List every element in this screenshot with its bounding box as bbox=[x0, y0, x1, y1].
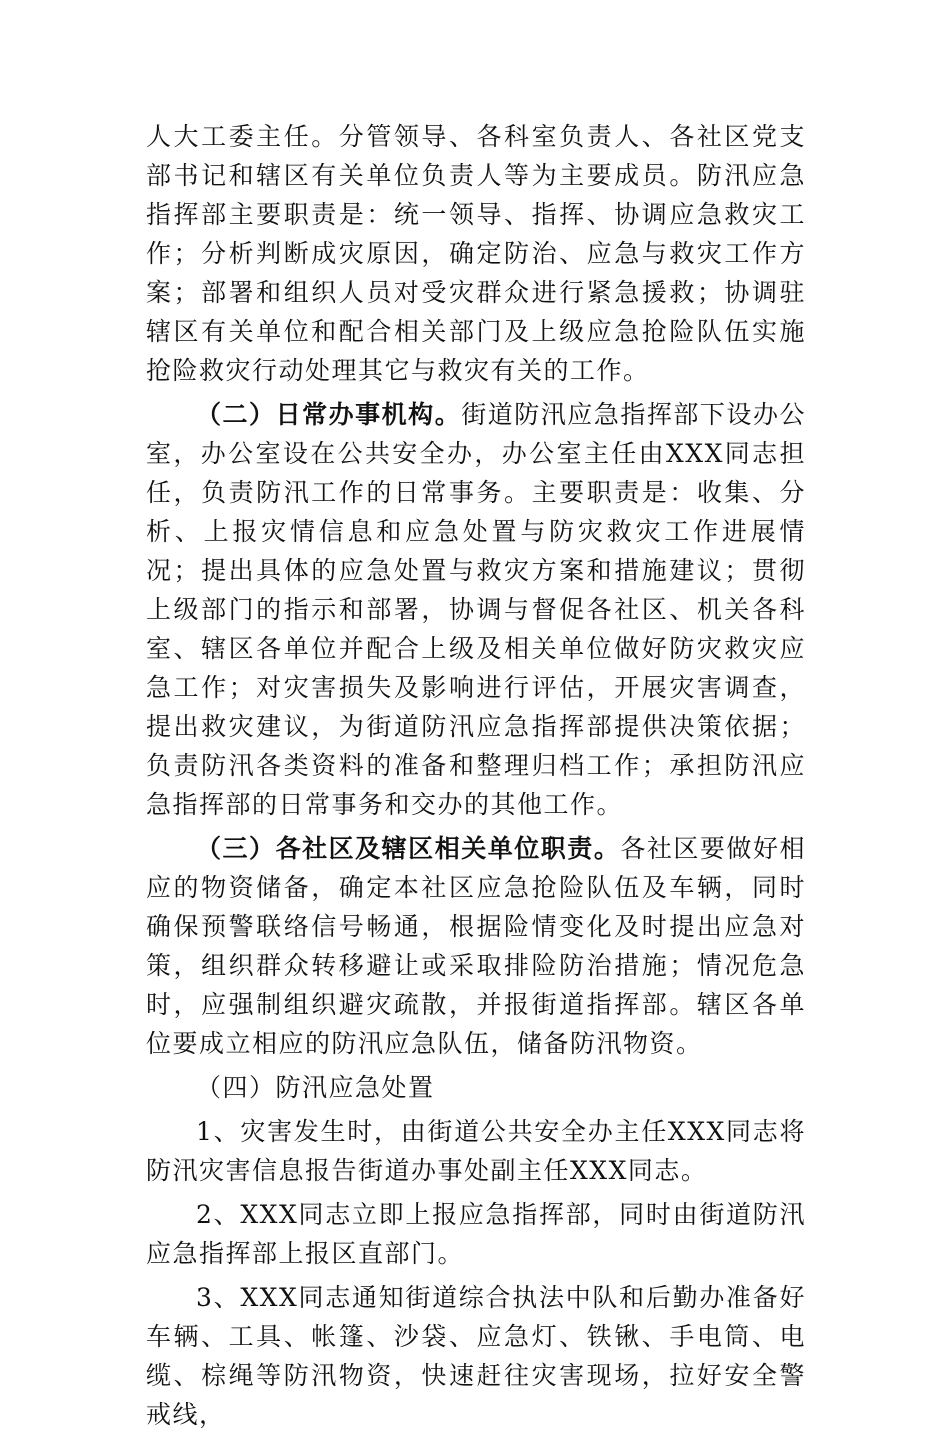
paragraph-text: 人大工委主任。分管领导、各科室负责人、各社区党支部书记和辖区有关单位负责人等为主要成员。防汛应急指挥部主要职责是：统一领导、指挥、协调应急救灾工作；分析判断成灾原因，确定防治、应急与救灾工作方案；部署和组织人员对受灾群众进行紧急援救；协调驻辖区有关单位和配合相关部门及上级应急抢险队伍实施抢险救灾行动处理其它与救灾有关的工作。 bbox=[146, 122, 806, 385]
list-item-2: 2、XXX同志立即上报应急指挥部，同时由街道防汛应急指挥部上报区直部门。 bbox=[146, 1200, 806, 1268]
list-item-3: 3、XXX同志通知街道综合执法中队和后勤办准备好车辆、工具、帐篷、沙袋、应急灯、铁锹、手电筒、电缆、棕绳等防汛物资，快速赶往灾害现场，拉好安全警戒线， bbox=[146, 1283, 806, 1429]
paragraph-text: 街道防汛应急指挥部下设办公室，办公室设在公共安全办，办公室主任由XXX同志担任，负责防汛工作的日常事务。主要职责是：收集、分析、上报灾情信息和应急处置与防灾救灾工作进展情况；提出具体的应急处置与救灾方案和措施建议；贯彻上级部门的指示和部署，协调与督促各社区、机关各科室、辖区各单位并配合上级及相关单位做好防灾救灾应急工作；对灾害损失及影响进行评估，开展灾害调查，提出救灾建议，为街道防汛应急指挥部提供决策依据；负责防汛各类资料的准备和整理归档工作；承担防汛应急指挥部的日常事务和交办的其他工作。 bbox=[146, 400, 806, 819]
list-item-1: 1、灾害发生时，由街道公共安全办主任XXX同志将防汛灾害信息报告街道办事处副主任XXX同志。 bbox=[146, 1117, 806, 1185]
paragraph-3 bbox=[146, 829, 806, 1063]
paragraph-2 bbox=[146, 395, 806, 824]
paragraph-6 bbox=[146, 1195, 806, 1273]
section-heading-community-duties: （三）各社区及辖区相关单位职责。 bbox=[196, 834, 621, 863]
document-body bbox=[146, 117, 806, 1439]
paragraph-7 bbox=[146, 1278, 806, 1434]
paragraph-4 bbox=[146, 1068, 806, 1107]
paragraph-text: 各社区要做好相应的物资储备，确定本社区应急抢险队伍及车辆，同时确保预警联络信号畅通，根据险情变化及时提出应急对策，组织群众转移避让或采取排险防治措施；情况危急时，应强制组织避灾疏散，并报街道指挥部。辖区各单位要成立相应的防汛应急队伍，储备防汛物资。 bbox=[146, 834, 806, 1058]
paragraph-5 bbox=[146, 1112, 806, 1190]
section-heading-daily-office: （二）日常办事机构。 bbox=[196, 400, 462, 429]
section-heading-emergency-response: （四）防汛应急处置 bbox=[196, 1073, 435, 1102]
paragraph-1 bbox=[146, 117, 806, 390]
